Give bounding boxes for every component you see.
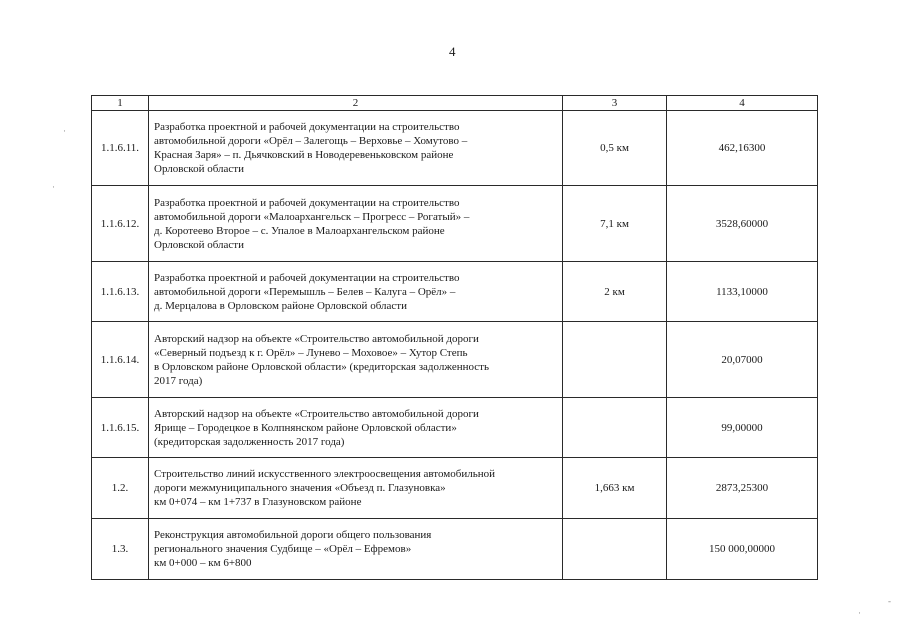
description-line: Разработка проектной и рабочей документации на строительство: [154, 121, 460, 133]
scan-artifact: ·: [52, 182, 55, 192]
row-length: 2 км: [563, 262, 667, 322]
description-line: Орловской области: [154, 238, 244, 251]
description-line: Авторский надзор на объекте «Строительство автомобильной дороги: [154, 332, 479, 345]
scan-artifact: ·: [63, 126, 66, 136]
description-line: автомобильной дороги «Малоархангельск – Прогресс – Рогатый» –: [154, 210, 470, 223]
row-number: 1.1.6.11.: [92, 111, 149, 186]
description-line: в Орловском районе Орловской области» (кредиторская задолженность: [154, 360, 489, 373]
description-line: (кредиторская задолженность 2017 года): [154, 435, 345, 448]
row-amount: 462,16300: [667, 111, 818, 186]
description-line: регионального значения Судбище – «Орёл – Ефремов»: [154, 543, 412, 555]
description-line: Красная Заря» – п. Дьячковский в Новодеревеньковском районе: [154, 149, 454, 161]
description-line: км 0+074 – км 1+737 в Глазуновском районе: [154, 496, 362, 508]
row-amount: 3528,60000: [667, 186, 818, 262]
table-row: [92, 322, 818, 398]
table-row: [92, 458, 818, 519]
table-header-row: [92, 96, 818, 111]
description-line: Ярище – Городецкое в Колпнянском районе Орловской области»: [154, 421, 457, 434]
row-length: [563, 398, 667, 458]
scan-artifact: -: [888, 596, 891, 606]
row-length: 1,663 км: [563, 458, 667, 519]
description-line: Разработка проектной и рабочей документации на строительство: [154, 196, 460, 209]
row-number: 1.1.6.15.: [92, 398, 149, 458]
description-line: Орловской области: [154, 163, 244, 175]
row-number: 1.2.: [92, 458, 149, 519]
page-number: 4: [449, 44, 456, 59]
row-description: [149, 262, 563, 322]
description-line: Реконструкция автомобильной дороги общего пользования: [154, 529, 432, 541]
row-length: [563, 322, 667, 398]
table-row: [92, 262, 818, 322]
description-line: Разработка проектной и рабочей документации на строительство: [154, 271, 460, 284]
description-line: д. Коротеево Второе – с. Упалое в Малоархангельском районе: [154, 224, 445, 237]
row-amount: 150 000,00000: [667, 519, 818, 580]
scan-artifact: ·: [858, 608, 861, 618]
row-description: [149, 398, 563, 458]
row-length: 0,5 км: [563, 111, 667, 186]
table-row: [92, 519, 818, 580]
description-line: д. Мерцалова в Орловском районе Орловской области: [154, 299, 407, 312]
description-line: «Северный подъезд к г. Орёл» – Лунево – Моховое» – Хутор Степь: [154, 346, 468, 359]
row-description: [149, 111, 563, 186]
row-number: 1.1.6.14.: [92, 322, 149, 398]
row-description: [149, 186, 563, 262]
header-cell-3: 3: [563, 96, 667, 111]
row-amount: 99,00000: [667, 398, 818, 458]
row-amount: 2873,25300: [667, 458, 818, 519]
row-description: [149, 458, 563, 519]
row-number: 1.3.: [92, 519, 149, 580]
description-line: 2017 года): [154, 374, 203, 387]
row-description: [149, 322, 563, 398]
header-cell-4: 4: [667, 96, 818, 111]
row-number: 1.1.6.12.: [92, 186, 149, 262]
row-amount: 1133,10000: [667, 262, 818, 322]
header-cell-2: 2: [149, 96, 563, 111]
description-line: Авторский надзор на объекте «Строительство автомобильной дороги: [154, 407, 479, 420]
table-row: [92, 398, 818, 458]
description-line: дороги межмуниципального значения «Объезд п. Глазуновка»: [154, 482, 446, 494]
description-line: Строительство линий искусственного электроосвещения автомобильной: [154, 468, 495, 480]
table-row: [92, 186, 818, 262]
row-length: [563, 519, 667, 580]
description-line: км 0+000 – км 6+800: [154, 557, 252, 569]
table-row: [92, 111, 818, 186]
description-line: автомобильной дороги «Орёл – Залегощь – Верховье – Хомутово –: [154, 135, 468, 147]
header-cell-1: 1: [92, 96, 149, 111]
row-amount: 20,07000: [667, 322, 818, 398]
budget-table: [91, 95, 818, 580]
row-description: [149, 519, 563, 580]
row-length: 7,1 км: [563, 186, 667, 262]
row-number: 1.1.6.13.: [92, 262, 149, 322]
description-line: автомобильной дороги «Перемышль – Белев – Калуга – Орёл» –: [154, 285, 456, 298]
